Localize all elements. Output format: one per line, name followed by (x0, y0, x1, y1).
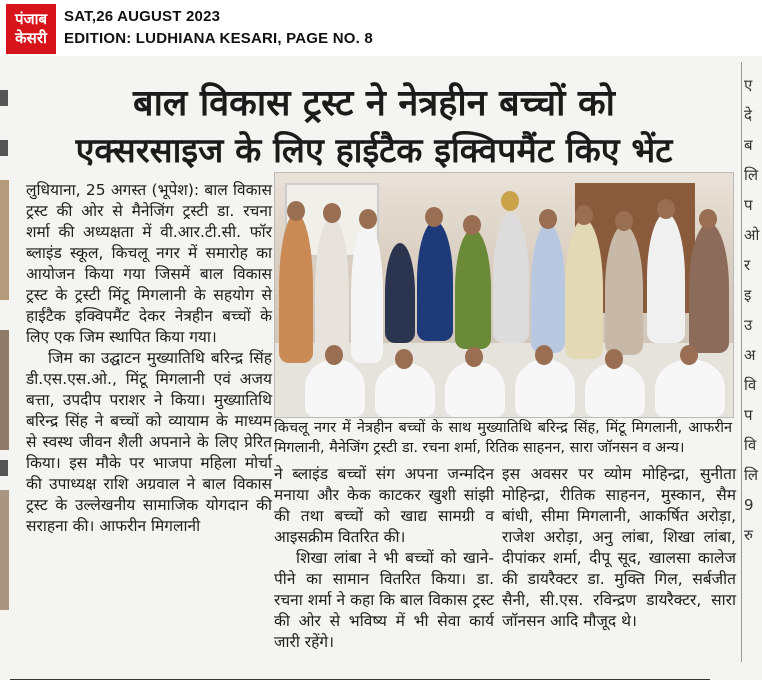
person-head (615, 211, 633, 231)
child-figure (585, 363, 645, 417)
person-figure (531, 223, 565, 353)
child-figure (305, 359, 365, 417)
edition-line: EDITION: LUDHIANA KESARI, PAGE NO. 8 (64, 30, 373, 47)
adjacent-article-right: ए दे ब लि प ओ र इ उ अ वि प वि लि 9 रु (744, 76, 760, 544)
photo-fragment (0, 180, 9, 300)
text-fragment (0, 460, 8, 476)
person-figure (279, 213, 313, 363)
headline-line-2: एक्सरसाइज के लिए हाईटैक इक्विपमैंट किए भेंट (75, 131, 673, 171)
person-head (425, 207, 443, 227)
logo-line-1: पंजाब (14, 10, 48, 28)
next-headline-fragment (10, 664, 740, 680)
person-figure (493, 213, 529, 343)
headline-line-1: बाल विकास ट्रस्ट ने नेत्रहीन बच्चों को (133, 83, 615, 124)
person-figure (385, 243, 415, 343)
photo-caption: किचलू नगर में नेत्रहीन बच्चों के साथ मुख्यातिथि बरिन्द्र सिंह, मिंटू मिगलानी, आफरीन मिगलानी, मैनेजिंग ट्रस्टी डा. रचना शर्मा, रितिक साहनन, सारा जॉनसन व अन्य। (274, 420, 732, 456)
person-figure (351, 223, 383, 363)
edition-info (64, 6, 373, 50)
child-head (605, 349, 623, 369)
child-head (395, 349, 413, 369)
child-head (465, 347, 483, 367)
child-head (535, 345, 553, 365)
photo-fragment (0, 490, 9, 610)
news-photo (274, 172, 734, 418)
child-figure (445, 361, 505, 417)
child-head (680, 345, 698, 365)
person-head (359, 209, 377, 229)
person-head (699, 209, 717, 229)
paragraph: इस अवसर पर व्योम मोहिन्द्रा, सुनीता मोहिन्द्रा, रीतिक साहनन, मुस्कान, सैम बांधी, सीमा मिगलानी, आकर्षित अरोड़ा, राजेश अरोड़ा, अनु लांबा, शिखा लांबा, दीपांकर शर्मा, दीपू सूद, खालसा कालेज की डायरैक्टर डा. मुक्ति गिल, सर्बजीत सैनी, सी.एस. रविन्द्रण डायरैक्टर, सारा जॉनसन आदि मौजूद थे। (502, 465, 736, 630)
newspaper-logo (6, 4, 56, 54)
person-head (287, 201, 305, 221)
photo-fragment (0, 330, 9, 450)
person-figure (455, 229, 491, 349)
paragraph: जिम का उद्घाटन मुख्यातिथि बरिन्द्र सिंह डी.एस.एस.ओ., मिंटू मिगलानी एवं अजय बत्ता, उपदीप पराशर ने किया। मुख्यातिथि बरिन्द्र सिंह ने बच्चों को व्यायाम के माध्यम से स्वस्थ जीवन शैली अपनाने के लिए प्रेरित किया। इस मौके पर भाजपा महिला मोर्चा की उपाध्यक्ष राशि अग्रवाल ने बाल विकास ट्रस्ट के उल्लेखनीय सामाजिक योगदान की सराहना की। आफरीन मिगलानी (26, 349, 272, 535)
person-head (657, 199, 675, 219)
article-column-1 (26, 180, 272, 537)
child-figure (375, 363, 435, 417)
person-figure (689, 223, 729, 353)
child-figure (655, 359, 725, 417)
article-column-2 (274, 464, 494, 653)
text-fragment (0, 140, 8, 156)
column-divider (741, 62, 742, 662)
paragraph: शिखा लांबा ने भी बच्चों को खाने-पीने का सामान वितरित किया। डा. रचना शर्मा ने कहा कि बाल विकास ट्रस्ट की ओर से भविष्य में भी सेवा कार्य जारी रहेंगे। (274, 549, 494, 651)
text-fragment (0, 90, 8, 106)
logo-line-2: केसरी (15, 29, 47, 47)
child-figure (515, 359, 575, 417)
person-head (539, 209, 557, 229)
paragraph: ने ब्लाइंड बच्चों संग अपना जन्मदिन मनाया और केक काटकर खुशी सांझी की तथा बच्चों को खाद्य सामग्री व आइसक्रीम वितरित की। (274, 465, 494, 546)
person-head (463, 215, 481, 235)
person-figure (417, 221, 453, 341)
person-figure (605, 225, 643, 355)
person-head (575, 205, 593, 225)
person-head (501, 191, 519, 211)
person-figure (647, 213, 685, 343)
person-figure (565, 219, 603, 359)
page-header (0, 0, 762, 56)
child-head (325, 345, 343, 365)
paragraph: लुधियाना, 25 अगस्त (भूपेश): बाल विकास ट्रस्ट की ओर से मैनेजिंग ट्रस्टी डा. रचना शर्मा की अध्यक्षता में वी.आर.टी.सी. फॉर ब्लाइंड स्कूल, किचलू नगर में समारोह का आयोजन किया गया जिसमें बाल विकास ट्रस्ट के ट्रस्टी मिंटू मिगलानी के सहयोग से हाईटैक इक्विपमैंट देकर नेत्रहीन बच्चों के लिए एक जिम स्थापित किया गया। (26, 181, 272, 346)
adjacent-article-left (0, 70, 10, 670)
publication-date: SAT,26 AUGUST 2023 (64, 8, 221, 25)
person-head (323, 203, 341, 223)
article-column-3 (502, 464, 736, 632)
